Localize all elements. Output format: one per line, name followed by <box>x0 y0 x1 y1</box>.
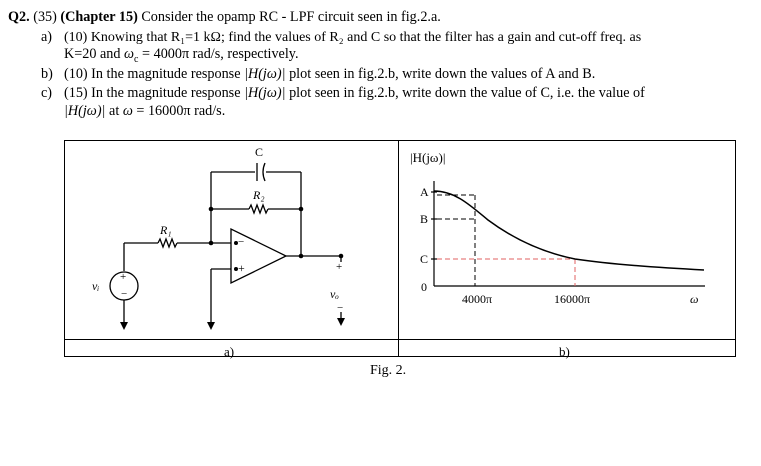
part-c-omega: ω <box>122 103 133 119</box>
node-output <box>299 254 304 259</box>
plot-guides <box>437 195 575 286</box>
question-chapter: (Chapter 15) <box>60 9 138 25</box>
part-c-math2: |H(jω)| <box>64 103 106 119</box>
part-a-label: a) <box>41 29 53 45</box>
plot-tick-b: B <box>420 212 429 226</box>
question-points: (35) <box>33 9 57 25</box>
node-top-right <box>299 207 304 212</box>
label-vo-plus: + <box>336 261 343 273</box>
label-r2: R₂ <box>253 188 265 202</box>
node-top-left <box>209 207 214 212</box>
part-c-math: |H(jω)| <box>244 85 286 101</box>
plot-xlabel: ω <box>690 292 699 306</box>
label-vo-minus: − <box>337 302 344 314</box>
plot-x-4000: 4000π <box>462 292 493 306</box>
node-vo <box>339 254 344 259</box>
part-a-line1: (10) Knowing that R₁=1 kΩ; find the values of R₂ and C so that the filter has a gain and cut-off freq. as <box>64 30 642 45</box>
part-c-text: (15) In the magnitude response <box>64 85 245 101</box>
plot-x-16000: 16000π <box>554 292 591 306</box>
question-intro: Consider the opamp RC - LPF circuit seen in fig.2.a. <box>141 9 441 25</box>
part-a-omega: ω <box>124 46 135 62</box>
label-c: C <box>255 145 264 159</box>
capacitor-plate-2 <box>263 163 265 181</box>
part-b-text: (10) In the magnitude response <box>64 66 245 82</box>
circuit-schematic <box>110 163 344 322</box>
question-number: Q2. <box>8 9 30 25</box>
ground-arrow-vo <box>337 318 345 326</box>
plot-axes <box>431 181 705 286</box>
part-b-label: b) <box>41 66 53 82</box>
label-opamp-plus: + <box>238 261 245 275</box>
part-c-text-end: plot seen in fig.2.b, write down the value of C, i.e. the value of <box>285 85 645 101</box>
plot-tick-a: A <box>420 185 429 199</box>
ground-arrow-plus <box>207 322 215 330</box>
part-c-at: at <box>105 103 123 119</box>
resistor-r1 <box>158 239 177 247</box>
part-a-line2-end: = 4000π rad/s, respectively. <box>138 46 299 62</box>
part-c-line2-end: = 16000π rad/s. <box>132 103 226 119</box>
circuit-nodes <box>120 207 345 330</box>
part-b-text-end: plot seen in fig.2.b, write down the values of A and B. <box>285 66 596 82</box>
label-vo: vₒ <box>330 287 339 301</box>
part-a-omega-sub: c <box>134 53 139 65</box>
part-a-line2-text: K=20 and <box>64 46 125 62</box>
plot-tick-0: 0 <box>421 280 427 294</box>
label-src-plus: + <box>120 271 127 283</box>
label-vi: vᵢ <box>92 279 100 293</box>
figure-caption: Fig. 2. <box>370 363 407 378</box>
resistor-r2 <box>249 205 268 213</box>
subcaption-b: b) <box>559 344 570 359</box>
part-b-math: |H(jω)| <box>244 66 286 82</box>
node-minus <box>209 241 214 246</box>
ground-arrow-source <box>120 322 128 330</box>
label-opamp-minus: − <box>238 236 245 248</box>
plot-ylabel: |H(jω)| <box>410 150 446 165</box>
plot-tick-c: C <box>420 252 429 266</box>
label-r1: R₁ <box>160 223 172 237</box>
part-c-label: c) <box>41 85 53 101</box>
subcaption-a: a) <box>224 344 235 359</box>
label-src-minus: − <box>121 288 128 300</box>
